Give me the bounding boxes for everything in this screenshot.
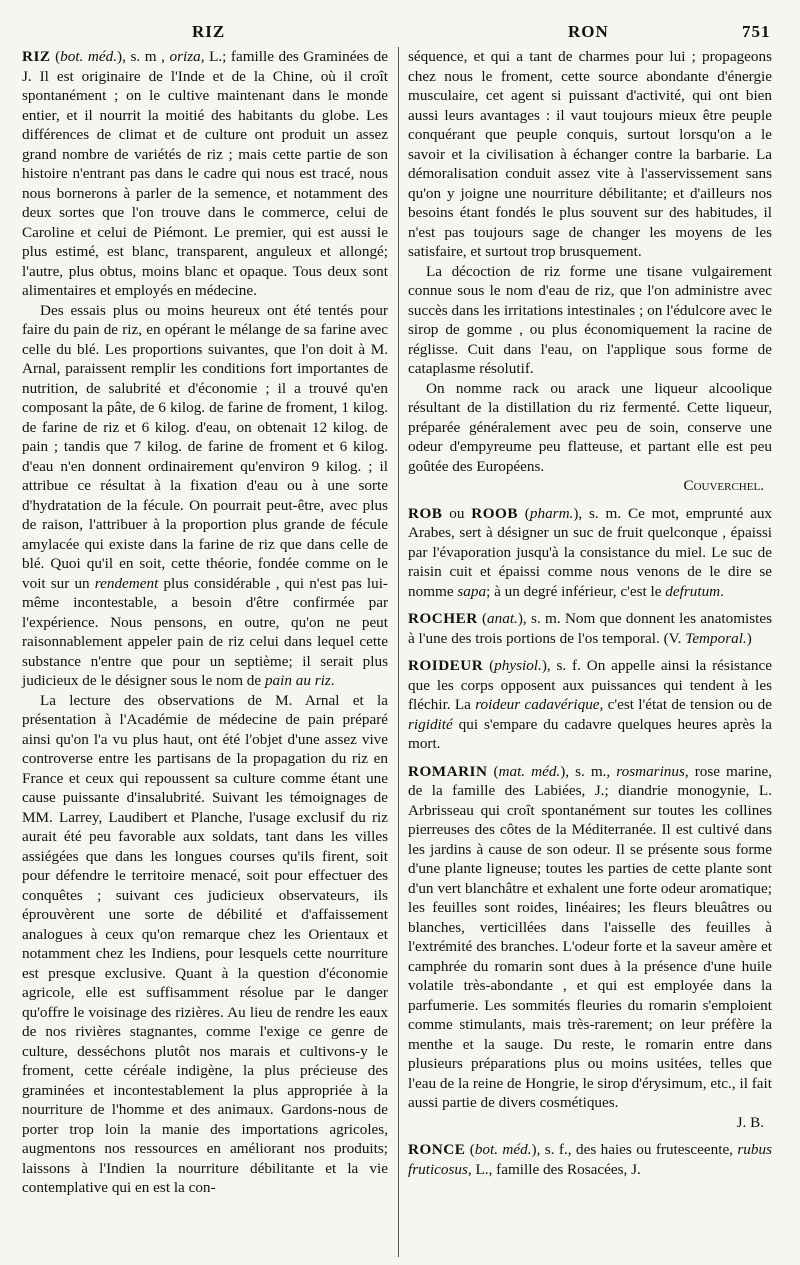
right-column <box>408 47 772 1179</box>
latin-name: rubus fruticosus <box>408 1141 772 1178</box>
entry-category: physiol. <box>494 657 542 674</box>
entry-rocher: ROCHER (anat.), s. m. Nom que donnent les anatomistes à l'une des trois portions de l'os temporal. (V. Temporal.) <box>408 610 773 647</box>
column-rule <box>398 47 399 1257</box>
paragraph <box>22 301 388 691</box>
emphasis: roideur cadavérique <box>475 696 600 713</box>
emphasis: rigidité <box>408 715 453 733</box>
entry-category: bot. méd. <box>60 48 118 65</box>
entry-rob: ROB ou ROOB (pharm.), s. m. Ce mot, emprunté aux Arabes, sert à désigner un suc de fruit quelconque , épaissi par l'évaporation jusqu'à la consistance du miel. Le suc de raisin cuit et épaissi comme nous venons de le dire se nomme sapa; à un degré inférieur, c'est le defrutum. <box>408 504 773 600</box>
entry-text: ; à un degré inférieur, c'est le <box>486 582 666 600</box>
author-signature: Couverchel. <box>683 477 764 494</box>
paragraph-continued: séquence, et qui a tant de charmes pour lui ; propageons chez nous le froment, cette source abondante d'énergie musculaire, cet agent si puissant d'activité, qui ont bien aussi leurs avantages : il vaut toujours mieux être peuple conquérant que peuple conquis, surtout lorsqu'on a le savoir et la civilisation à échanger contre la barbarie. La démoralisation conduit assez vite à l'asservissement sans qu'on y joigne une nourriture débilitante; et d'ailleurs nos besoins étant fondés le plus souvent sur des habitudes, il n'est pas toujours sage de changer les moyens de les satisfaire, et surtout trop brusquement. <box>408 48 772 260</box>
latin-name: oriza <box>169 48 201 65</box>
entry-text: , L., famille des Rosacées, J. <box>467 1160 641 1178</box>
entry-text: , s. m., <box>565 762 617 780</box>
entry-headword-variant: ROOB <box>471 504 518 522</box>
entry-category: bot. méd. <box>474 1141 532 1158</box>
entry-romarin: ROMARIN (mat. méd.), s. m., rosmarinus, rose marine, de la famille des Labiées, J.; diandrie monogynie, L. Arbrisseau qui croît spontanément sur toutes les collines pierreuses des côtes de la Méditerranée. Il est cultivé dans les jardins à cause de son odeur. Il se présente sous forme d'une plante ligneuse; toutes les parties de cette plante sont d'un vert blanchâtre et exhalent une forte odeur aromatique; les feuilles sont roides, linéaires; les fleurs bleuâtres ou blanches, verticillées dans l'aisselle des feuilles à l'extrémité des branches. L'odeur forte et la saveur amère et camphrée du romarin sont dues à la présence d'une huile volatile très-abondante , et qui est employée dans la parfumerie. Les sommités fleuries du romarin s'emploient comme stimulants, mais très-rarement; on leur préfère la menthe et la sauge. Du reste, le romarin entre dans plusieurs préparations plus ou moins usitées, telles que l'eau de la reine de Hongrie, le sirop d'érysimum, etc., il fait aussi partie de divers cosmétiques. <box>408 762 772 1111</box>
latin-name: rosmarinus <box>616 762 685 780</box>
emphasis: rendement <box>94 574 159 592</box>
entry-headword: ROB <box>408 504 443 522</box>
entry-headword: ROIDEUR <box>408 657 484 674</box>
entry-text: , L.; famille des Graminées de J. Il est originaire de l'Inde et de la Chine, où il croît spontanément ; on le cultive maintenant dans le monde entier, et il nourrit la moitié des habitants du globe. Les différences de climat et de culture ont produit un assez grand nombre de variétés de riz ; mais cette partie de son histoire n'entrant pas dans le cadre qui nous est tracé, nous nous bornerons à parler de la semence, et notamment des deux sortes que l'on trouve dans le commerce, celui de Caroline et celui de Piémont. Le premier, qui est aussi le plus estimé, est blanc, transparent, anguleux et allongé; l'autre, plus obtus, moins blanc et opaque. Tous deux sont alimentaires et employés en médecine. <box>22 48 388 299</box>
paragraph: La décoction de riz forme une tisane vulgairement connue sous le nom d'eau de riz, que l'on administre avec succès dans les irritations intestinales ; on l'édulcore avec le sirop de gomme , ou plus économiquement la racine de réglisse. Cuit dans l'eau, on l'applique sous forme de cataplasme résolutif. <box>408 262 772 377</box>
entry-headword: RONCE <box>408 1141 466 1158</box>
entry-text: qui s'empare du cadavre quelques heures après la mort. <box>408 715 772 752</box>
running-head-right: RON <box>568 22 609 41</box>
page-number: 751 <box>742 22 771 41</box>
entry-roideur: ROIDEUR (physiol.), s. f. On appelle ainsi la résistance que les corps opposent aux puissances qui tendent à les fléchir. La roideur cadavérique, c'est l'état de tension ou de rigidité qui s'empare du cadavre quelques heures après la mort. <box>408 657 773 752</box>
entry-text: ou <box>442 504 472 522</box>
paragraph: La lecture des observations de M. Arnal et la présentation à l'Académie de médecine de pain préparé ainsi qu'on l'a vu plus haut, ont été l'objet d'une assez vive controverse entre les partisans de la propagation du riz en France et ceux qui repoussent sa culture comme étant une cause puissante d'insalubrité. Suivant les témoignages de MM. Larrey, Laudibert et Planche, l'usage exclusif du riz aurait été peu favorable aux soldats, tant dans les villes assiégées que dans les longues courses qu'ils firent, soit pour défendre le territoire menacé, soit pour effectuer des conquêtes ; suivant ces judicieux observateurs, ils éprouvèrent une sorte de débilité et d'affaissement analogues à ceux qu'on remarque chez les Orientaux et notamment chez les Indiens, pour lesquels cette nourriture est presque exclusive. Quant à la question d'économie agricole, elle est suffisamment résolue par le danger qu'offre le voisinage des rizières. Au lieu de rendre les eaux de nos rivières stagnantes, comme l'exige ce genre de culture, desséchons plutôt nos marais et cultivons-y le froment, cette céréale indigène, la plus précieuse des graminées et incontestablement la plus appropriée à la nourriture de l'homme et des animaux. Gardons-nous de porter trop loin la manie des importations agricoles, augmentons nos ressources en améliorant nos produits; laissons à l'Indien la nourriture débilitante et la vie contemplative qui en est la con- <box>22 691 388 1196</box>
emphasis: sapa <box>457 582 487 600</box>
paragraph-text: plus considérable , qui n'est pas lui-même incontestable, a besoin d'être confirmée par l'expérience. Nous pensons, en outre, qu'on ne peut raisonnablement appeler pain de riz celui dans lequel cette substance n'entre que pour un septième; il serait plus judicieux de le désigner sous le nom de <box>22 574 388 689</box>
entry-category: pharm. <box>529 504 574 522</box>
paragraph-text: . <box>330 672 335 689</box>
entry-text: . <box>720 582 724 600</box>
entry-text: , rose marine, de la famille des Labiées, J.; diandrie monogynie, L. Arbrisseau qui croît spontanément sur toutes les collines pierreuses des côtes de la Méditerranée. Il est cultivé dans les jardins à cause de son odeur. Il se présente sous forme d'une plante ligneuse; toutes les parties de cette plante sont d'un vert blanchâtre et exhalent une forte odeur aromatique; les feuilles sont roides, linéaires; les fleurs bleuâtres ou blanches, verticillées dans l'aisselle des feuilles à l'extrémité des branches. L'odeur forte et la saveur amère et camphrée du romarin sont dues à la présence d'une huile volatile très-abondante , et qui est employée dans la parfumerie. Les sommités fleuries du romarin s'emploient comme stimulants, mais très-rarement; on leur préfère la menthe et la sauge. Du reste, le romarin entre dans plusieurs préparations plus ou moins usitées, telles que l'eau de la reine de Hongrie, le sirop d'érysimum, etc., il fait aussi partie de divers cosmétiques. <box>408 762 772 1111</box>
entry-headword: RIZ <box>22 48 51 65</box>
paragraph: On nomme rack ou arack une liqueur alcoolique résultant de la distillation du riz fermenté. Cette liqueur, préparée généralement avec peu de soin, conserve une odeur d'empyreume peu flatteuse, et partant elle est peu goûtée des Européens. <box>408 379 772 475</box>
entry-text: , c'est l'état de tension ou de <box>599 696 773 713</box>
emphasis: defrutum <box>665 582 721 600</box>
entry-text: , s. m , <box>122 48 170 65</box>
entry-text: ) <box>746 629 752 647</box>
entry-headword: ROMARIN <box>408 762 488 780</box>
entry-category: mat. méd. <box>498 762 561 780</box>
running-head-left: RIZ <box>192 22 226 41</box>
entry-riz: RIZ (bot. méd.), s. m , oriza, L.; famille des Graminées de J. Il est originaire de l'Inde et de la Chine, où il croît spontanément ; on le cultive maintenant dans le monde entier, et il nourrit la moitié des habitants du globe. Les différences de climat et de culture ont produit un assez grand nombre de variétés de riz ; mais cette partie de son histoire n'entrant pas dans le cadre qui nous est tracé, nous nous bornerons à parler de la semence, et notamment des deux sortes que l'on trouve dans le commerce, celui de Caroline et celui de Piémont. Le premier, qui est aussi le plus estimé, est blanc, transparent, anguleux et allongé; l'autre, plus obtus, moins blanc et opaque. Tous deux sont alimentaires et employés en médecine. <box>22 48 388 299</box>
entry-text: , s. f., des haies ou frutesceente, <box>536 1141 738 1158</box>
entry-text: , s. m. Nom que donnent les anatomistes à l'une des trois portions de l'os temporal. (V. <box>408 610 773 647</box>
emphasis: pain au riz <box>264 672 331 689</box>
entry-text: , s. m. Ce mot, emprunté aux Arabes, sert à désigner un suc de fruit quelconque , épaissi par l'évaporation jusqu'à la consistance du miel. Le suc de raisin cuit et épaissi comme nous venons de le dire se nomme <box>408 504 773 600</box>
entry-headword: ROCHER <box>408 610 478 627</box>
author-signature: J. B. <box>736 1113 764 1131</box>
entry-category: anat. <box>487 610 518 627</box>
left-column <box>22 47 388 1198</box>
entry-ronce: RONCE (bot. méd.), s. f., des haies ou frutesceente, rubus fruticosus, L., famille des Rosacées, J. <box>408 1141 772 1178</box>
paragraph-text: Des essais plus ou moins heureux ont été tentés pour faire du pain de riz, en opérant le mélange de sa farine avec celle du blé. Les proportions suivantes, que l'on doit à M. Arnal, paraissent remplir les conditions fort importantes de nutrition, de salubrité et d'économie ; il a trouvé qu'en composant la pâte, de 6 kilog. de farine de froment, 1 kilog. de farine de riz et 6 kilog. d'eau, on obtenait 12 kilog. de pain ; tandis que 7 kilog. de farine de froment et 6 kilog. d'eau n'en donnent ordinairement qu'environ 9 kilog. ; il attribue ce résultat à la fixation d'eau ou à une sorte d'hydratation de la fécule. On pourrait peut-être, avec plus de raison, l'attribuer à la proportion plus grande de fécule amylacée qui existe dans la farine de riz que dans celle de blé. Quoi qu'il en soit, cette théorie, fondée comme on le voit sur un <box>22 301 388 592</box>
entry-text: , s. f. On appelle ainsi la résistance que les corps opposent aux puissances qui tendent à les fléchir. La <box>408 657 773 713</box>
emphasis: Temporal. <box>685 629 747 647</box>
